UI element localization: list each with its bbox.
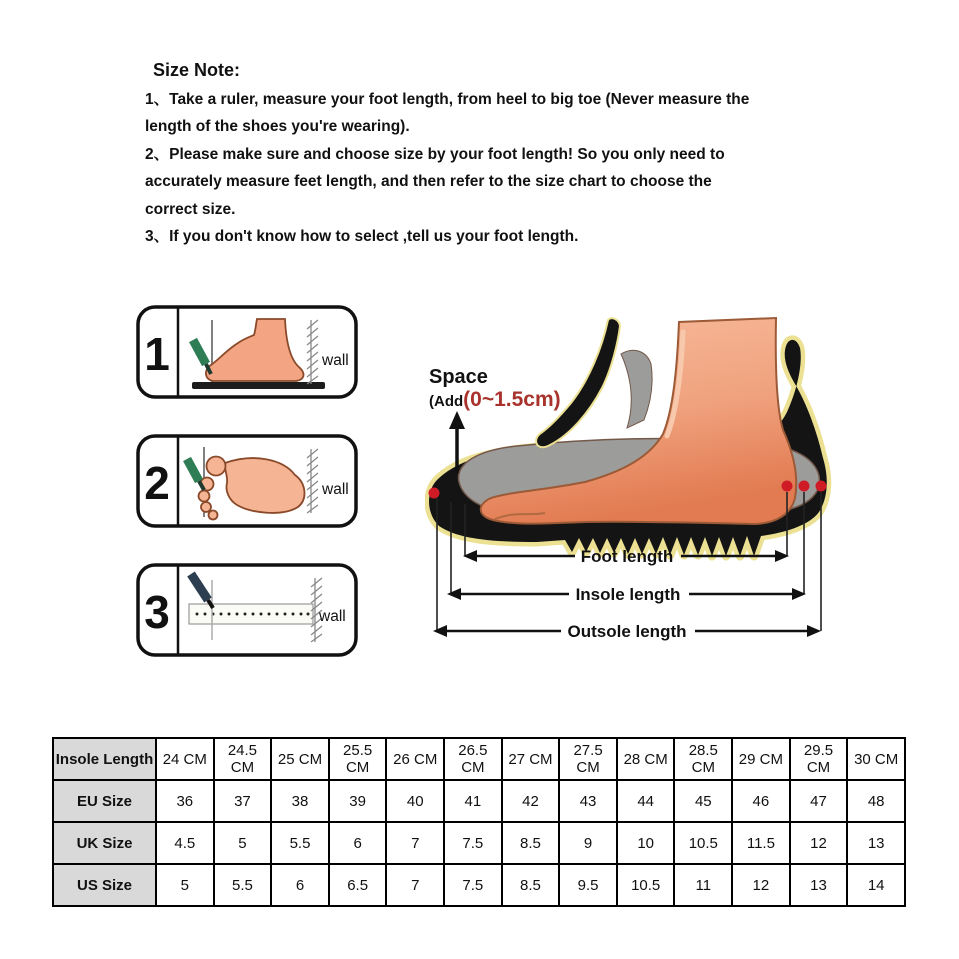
tongue-shape [621, 350, 652, 428]
size-cell: 13 [790, 864, 848, 906]
size-cell: 5.5 [214, 864, 272, 906]
size-cell: 12 [732, 864, 790, 906]
insole-length-label: Insole length [575, 585, 681, 604]
row-label: UK Size [53, 822, 156, 864]
size-cell: 28 CM [617, 738, 675, 780]
size-cell: 8.5 [502, 822, 560, 864]
size-note-title: Size Note: [153, 60, 241, 80]
size-cell: 24.5 CM [214, 738, 272, 780]
size-note-section [145, 60, 840, 250]
step-number: 2 [144, 457, 170, 509]
table-row [53, 822, 905, 864]
size-cell: 10 [617, 822, 675, 864]
wall-label: wall [322, 481, 349, 498]
size-cell: 6 [329, 822, 387, 864]
size-table [52, 737, 906, 907]
size-cell: 7.5 [444, 822, 502, 864]
wall-label: wall [322, 352, 349, 369]
size-cell: 41 [444, 780, 502, 822]
measure-step-3-diagram [135, 562, 361, 658]
size-cell: 7.5 [444, 864, 502, 906]
size-cell: 6.5 [329, 864, 387, 906]
size-cell: 38 [271, 780, 329, 822]
size-cell: 27 CM [502, 738, 560, 780]
size-note-line: length of the shoes you're wearing). [145, 118, 410, 136]
size-cell: 48 [847, 780, 905, 822]
size-cell: 37 [214, 780, 272, 822]
size-note-line: 3、If you don't know how to select ,tell us your foot length. [145, 228, 579, 246]
shoe-cutaway-illustration [425, 290, 870, 658]
size-cell: 45 [674, 780, 732, 822]
measure-figure [425, 290, 870, 658]
size-cell: 12 [790, 822, 848, 864]
size-cell: 10.5 [617, 864, 675, 906]
size-cell: 25 CM [271, 738, 329, 780]
size-cell: 9 [559, 822, 617, 864]
size-cell: 7 [386, 822, 444, 864]
size-cell: 29 CM [732, 738, 790, 780]
floor-bar [192, 382, 325, 389]
size-cell: 8.5 [502, 864, 560, 906]
size-cell: 27.5 CM [559, 738, 617, 780]
size-cell: 11 [674, 864, 732, 906]
outsole-length-label: Outsole length [567, 622, 687, 641]
size-cell: 13 [847, 822, 905, 864]
size-cell: 43 [559, 780, 617, 822]
measure-step-2-diagram [135, 433, 361, 529]
measure-steps [135, 304, 361, 691]
size-cell: 39 [329, 780, 387, 822]
wall-label: wall [319, 608, 346, 625]
size-cell: 44 [617, 780, 675, 822]
space-title: Space [429, 366, 488, 388]
size-cell: 11.5 [732, 822, 790, 864]
size-cell: 36 [156, 780, 214, 822]
size-note-line: 2、Please make sure and choose size by your foot length! So you only need to [145, 145, 725, 163]
step-number: 3 [144, 586, 170, 638]
size-cell: 7 [386, 864, 444, 906]
size-note-text [145, 86, 840, 250]
size-note-line: correct size. [145, 200, 236, 218]
row-label: Insole Length [53, 738, 156, 780]
space-value: (0~1.5cm) [463, 388, 561, 411]
size-cell: 26 CM [386, 738, 444, 780]
size-cell: 42 [502, 780, 560, 822]
size-cell: 46 [732, 780, 790, 822]
table-row [53, 738, 905, 780]
row-label: EU Size [53, 780, 156, 822]
step-number: 1 [144, 328, 170, 380]
foot-length-label: Foot length [580, 547, 674, 566]
insole-length-dimension [447, 585, 806, 604]
size-cell: 29.5 CM [790, 738, 848, 780]
size-cell: 25.5 CM [329, 738, 387, 780]
size-cell: 30 CM [847, 738, 905, 780]
size-cell: 47 [790, 780, 848, 822]
size-cell: 14 [847, 864, 905, 906]
size-cell: 6 [271, 864, 329, 906]
size-cell: 4.5 [156, 822, 214, 864]
table-row [53, 780, 905, 822]
measure-step-1-diagram [135, 304, 361, 400]
size-cell: 24 CM [156, 738, 214, 780]
size-cell: 40 [386, 780, 444, 822]
size-cell: 5 [156, 864, 214, 906]
size-cell: 5 [214, 822, 272, 864]
size-cell: 28.5 CM [674, 738, 732, 780]
space-annotation [429, 366, 561, 411]
size-note-line: 1、Take a ruler, measure your foot length, from heel to big toe (Never measure the [145, 91, 750, 108]
size-cell: 26.5 CM [444, 738, 502, 780]
row-label: US Size [53, 864, 156, 906]
space-prefix: (Add [429, 393, 464, 410]
table-row [53, 864, 905, 906]
size-cell: 10.5 [674, 822, 732, 864]
size-note-line: accurately measure feet length, and then refer to the size chart to choose the [145, 173, 712, 191]
size-cell: 5.5 [271, 822, 329, 864]
outsole-length-dimension [433, 622, 821, 641]
size-cell: 9.5 [559, 864, 617, 906]
